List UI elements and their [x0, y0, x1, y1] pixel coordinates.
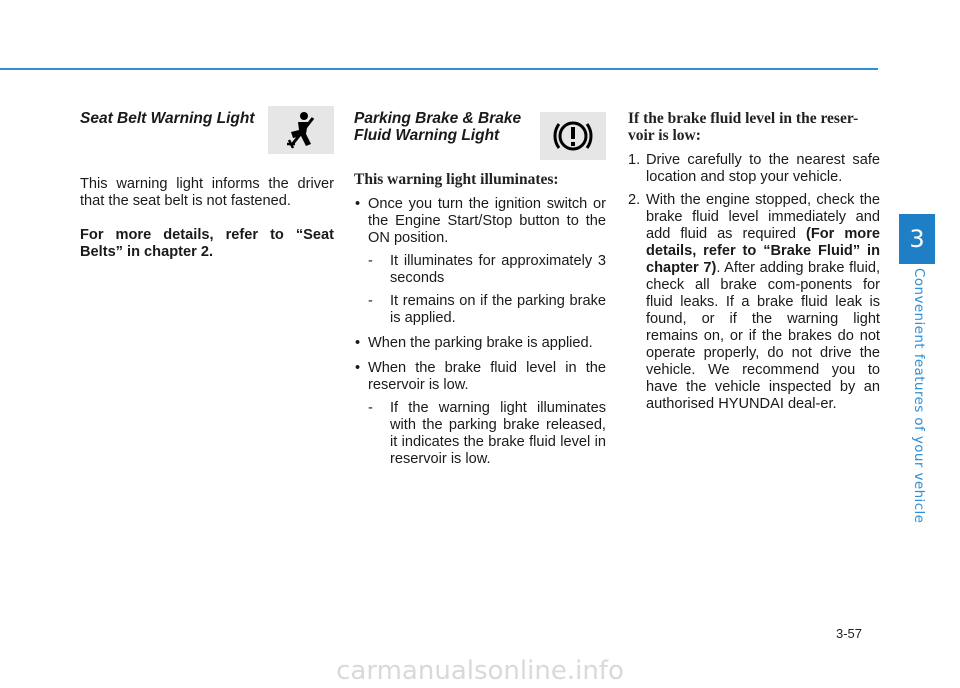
seat-belt-section [80, 104, 334, 261]
seat-belt-warning-icon-box [268, 106, 334, 154]
step-text: Drive carefully to the nearest safe location and stop your vehicle. [646, 152, 880, 185]
step-number: 2. [628, 192, 641, 208]
low-fluid-heading: If the brake fluid level in the reser-voir is low: [628, 110, 859, 144]
seat-belt-warning-icon [281, 110, 321, 150]
step-text-continued: . After adding brake fluid, check all brake com-ponents for fluid leaks. If a brake fluid leak is found, or if the warning light remains on, or if the brakes do not operate properly, do not drive the vehicle. We recommend you to have the vehicle inspected by an authorised HYUNDAI deal-er. [646, 260, 880, 412]
brake-warning-icon [551, 116, 595, 156]
illuminates-subheading: This warning light illuminates: [354, 171, 559, 188]
step-item [628, 192, 880, 413]
step-item [628, 152, 880, 186]
list-item-text: When the brake fluid level in the reservoir is low. [368, 360, 606, 393]
brake-warning-heading: Parking Brake & Brake Fluid Warning Light [354, 110, 522, 144]
list-item-text: When the parking brake is applied. [368, 335, 593, 351]
brake-warning-icon-box [540, 112, 606, 160]
brake-warning-section [354, 104, 606, 476]
sub-list-item: - It illuminates for approximately 3 seconds [368, 253, 606, 287]
seat-belt-heading: Seat Belt Warning Light [80, 110, 255, 127]
page-number: 3-57 [836, 626, 863, 641]
step-reference: (For more details, refer to “Brake Fluid” in chapter 7) [646, 226, 881, 276]
step-text: With the engine stopped, check the brake fluid level immediately and add fluid as required [646, 192, 880, 242]
illuminate-conditions-list [354, 196, 606, 468]
list-item [354, 196, 606, 327]
low-fluid-section [628, 104, 880, 419]
list-item [354, 335, 606, 352]
header-rule [0, 68, 878, 70]
step-number: 1. [628, 152, 641, 168]
sub-list-item: - It remains on if the parking brake is applied. [368, 293, 606, 327]
low-fluid-steps [628, 152, 880, 413]
list-item [354, 360, 606, 468]
watermark: carmanualsonline.info [336, 656, 624, 686]
list-item-text: Once you turn the ignition switch or the Engine Start/Stop button to the ON position. [368, 196, 606, 246]
seat-belt-description: This warning light informs the driver that the seat belt is not fastened. [80, 176, 334, 209]
seat-belt-reference: For more details, refer to “Seat Belts” in chapter 2. [80, 227, 334, 260]
sub-list-item: - If the warning light illuminates with the parking brake released, it indicates the brake fluid level in reservoir is low. [368, 400, 606, 468]
chapter-title: Convenient features of your vehicle [911, 268, 927, 524]
chapter-tab: 3 [899, 214, 935, 264]
